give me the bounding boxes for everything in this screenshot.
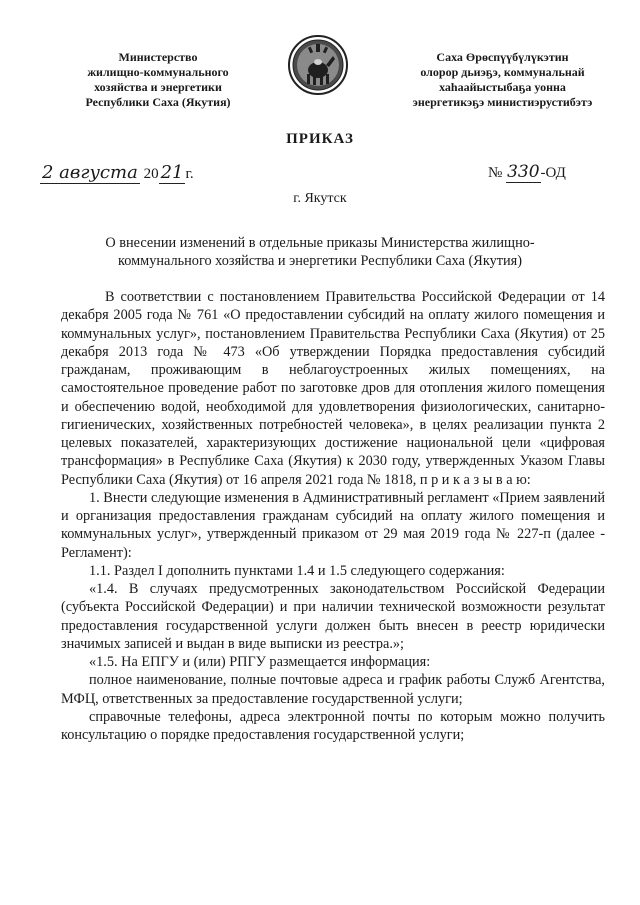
coat-of-arms-emblem-icon [287, 32, 349, 98]
order-body [61, 288, 605, 744]
ministry-name-line: энергетикэҕэ министиэрустибэтэ [412, 95, 593, 109]
ministry-name-line: олорор дьиэҕэ, коммунальнай [420, 65, 585, 79]
ministry-name-yakut [395, 50, 610, 110]
paragraph: справочные телефоны, адреса электронной почты по которым можно получить консультацию о порядке предоставления государственной услуги; [61, 708, 605, 743]
handwritten-year: 21 [160, 162, 184, 183]
ministry-name-line: Министерство [118, 50, 198, 64]
year-suffix: г. [185, 166, 194, 182]
paragraph: В соответствии с постановлением Правительства Российской Федерации от 14 декабря 2005 года № 761 «О предоставлении субсидий на оплату жилого помещения и коммунальных услуг», постановлением Правительства Республики Саха (Якутия) от 25 декабря 2013 года № 473 «Об утверждении Порядка предоставления субсидий гражданам, проживающим в неблагоустроенных жилых помещениях, на самостоятельное проведение работ по заготовке дров для отопления жилого помещения и обеспечению водой, необходимой для удовлетворения физиологических, санитарно-гигиенических, хозяйственных потребностей человека», в целях реализации пункта 2 целевых показателей, характеризующих достижение национальной цели «цифровая трансформация» в Республике Саха (Якутия) к 2030 году, утвержденных Указом Главы Республики Саха (Якутия) от 16 апреля 2021 года № 1818, п р и к а з ы в а ю: [61, 289, 605, 488]
number-sign: № [488, 165, 503, 181]
number-suffix: -ОД [540, 165, 566, 181]
ministry-name-line: Республики Саха (Якутия) [85, 95, 231, 109]
order-subject: О внесении изменений в отдельные приказы Министерства жилищно-коммунального хозяйства и энергетики Республики Саха (Якутия) [105, 235, 535, 269]
ministry-name-line: жилищно-коммунального [87, 65, 229, 79]
paragraph: 1. Внести следующие изменения в Административный регламент «Прием заявлений и организация предоставления гражданам субсидий на оплату жилого помещения и коммунальных услуг», утвержденный приказом от 29 мая 2019 года № 227-п (далее - Регламент): [61, 489, 605, 561]
order-number [488, 162, 566, 182]
ministry-name-russian [58, 50, 258, 110]
ministry-name-line: хаһаайыстыбаҕа уонна [439, 80, 566, 94]
year-prefix: 20 [143, 166, 159, 182]
handwritten-number: 330 [507, 162, 540, 182]
ministry-name-line: хозяйства и энергетики [94, 80, 222, 94]
paragraph: полное наименование, полные почтовые адреса и график работы Служб Агентства, МФЦ, ответственных за предоставление государственной услуги; [61, 672, 605, 707]
paragraph: «1.4. В случаях предусмотренных законодательством Российской Федерации (субъекта Российской Федерации) и при наличии технической возможности результат предоставления государственной услуги должен быть внесен в реестр юридически значимых записей и выдан в виде выписки из реестра.»; [61, 581, 605, 652]
paragraph: 1.1. Раздел I дополнить пунктами 1.4 и 1.5 следующего содержания: [89, 562, 505, 579]
document-title: ПРИКАЗ [286, 131, 354, 147]
ministry-name-line: Саха Өрөспүүбүлүкэтин [436, 50, 569, 64]
order-date [40, 162, 194, 183]
city: г. Якутск [293, 191, 347, 206]
paragraph: «1.5. На ЕПГУ и (или) РПГУ размещается информация: [89, 654, 431, 670]
handwritten-date: 2 августа [42, 162, 138, 183]
